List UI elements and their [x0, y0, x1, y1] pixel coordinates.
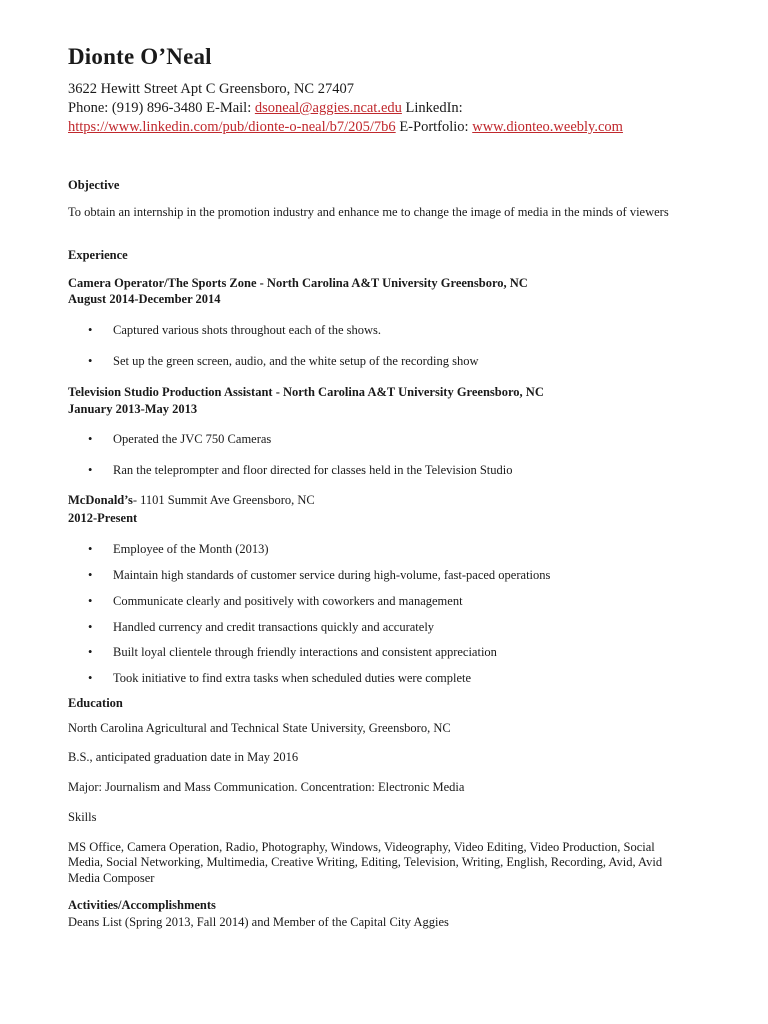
portfolio-label: E-Portfolio:	[395, 119, 473, 135]
email-link[interactable]: dsoneal@aggies.ncat.edu	[254, 100, 402, 116]
skills-line: Media Composer	[68, 871, 155, 885]
linkedin-link[interactable]: https://www.linkedin.com/pub/dionte-o-neal/b7/205/7b6	[68, 119, 396, 135]
phone-text: Phone: (919) 896-3480 E-Mail:	[68, 100, 255, 116]
bullet-glyph: •	[88, 568, 93, 582]
job-title: Camera Operator/The Sports Zone - North Carolina A&T University Greensboro, NC	[68, 276, 528, 290]
resume-name: Dionte O’Neal	[68, 44, 212, 69]
bullet-glyph: •	[88, 323, 93, 337]
contact-line	[68, 100, 463, 117]
bullet-glyph: •	[88, 354, 93, 368]
job-bullet	[88, 432, 271, 447]
bullet-glyph: •	[88, 463, 93, 477]
school-name: North Carolina Agricultural and Technical State University, Greensboro, NC	[68, 721, 451, 735]
bullet-glyph: •	[88, 432, 93, 446]
skills-line: MS Office, Camera Operation, Radio, Photography, Windows, Videography, Video Editing, Video Production, Social	[68, 840, 655, 854]
job-title: Television Studio Production Assistant - North Carolina A&T University Greensboro, NC	[68, 385, 544, 399]
bullet-text: Captured various shots throughout each of the shows.	[113, 323, 382, 337]
bullet-text: Operated the JVC 750 Cameras	[113, 432, 272, 446]
bullet-text: Employee of the Month (2013)	[113, 542, 269, 556]
job-bullet	[88, 354, 479, 369]
links-line	[68, 119, 623, 136]
job-bullet	[88, 568, 550, 583]
job-bullet	[88, 542, 269, 557]
bullet-text: Built loyal clientele through friendly interactions and consistent appreciation	[113, 645, 497, 659]
job-bullet	[88, 463, 512, 478]
portfolio-link[interactable]: www.dionteo.weebly.com	[472, 119, 623, 135]
activities-heading: Activities/Accomplishments	[68, 898, 216, 912]
job-bullet	[88, 323, 381, 338]
employer-address: - 1101 Summit Ave Greensboro, NC	[132, 493, 315, 507]
degree-text: B.S., anticipated graduation date in May 2016	[68, 750, 299, 764]
address-line: 3622 Hewitt Street Apt C Greensboro, NC 27407	[68, 81, 354, 97]
major-text: Major: Journalism and Mass Communication. Concentration: Electronic Media	[68, 780, 465, 794]
employer-name: McDonald’s	[68, 493, 133, 507]
job-bullet	[88, 594, 463, 609]
bullet-text: Maintain high standards of customer service during high-volume, fast-paced operations	[113, 568, 551, 582]
job-bullet	[88, 671, 471, 686]
education-heading: Education	[68, 696, 123, 710]
bullet-glyph: •	[88, 671, 93, 685]
skills-heading: Skills	[68, 810, 97, 824]
bullet-glyph: •	[88, 645, 93, 659]
job-dates: August 2014-December 2014	[68, 292, 221, 306]
bullet-text: Ran the teleprompter and floor directed for classes held in the Television Studio	[113, 463, 513, 477]
experience-heading: Experience	[68, 248, 128, 262]
skills-line: Media, Social Networking, Multimedia, Creative Writing, Editing, Television, Writing, English, Recording, Avid, Avid	[68, 855, 663, 869]
activities-text: Deans List (Spring 2013, Fall 2014) and Member of the Capital City Aggies	[68, 915, 449, 929]
bullet-text: Took initiative to find extra tasks when scheduled duties were complete	[113, 671, 472, 685]
objective-heading: Objective	[68, 178, 120, 192]
job-bullet	[88, 620, 434, 635]
linkedin-label: LinkedIn:	[401, 100, 463, 116]
objective-text: To obtain an internship in the promotion industry and enhance me to change the image of media in the minds of viewers	[68, 205, 669, 219]
bullet-glyph: •	[88, 594, 93, 608]
bullet-glyph: •	[88, 542, 93, 556]
job-dates: January 2013-May 2013	[68, 402, 198, 416]
bullet-text: Set up the green screen, audio, and the white setup of the recording show	[113, 354, 479, 368]
bullet-glyph: •	[88, 620, 93, 634]
bullet-text: Communicate clearly and positively with coworkers and management	[113, 594, 463, 608]
job-title	[68, 493, 315, 508]
job-bullet	[88, 645, 497, 660]
bullet-text: Handled currency and credit transactions quickly and accurately	[113, 620, 435, 634]
job-dates: 2012-Present	[68, 511, 138, 525]
